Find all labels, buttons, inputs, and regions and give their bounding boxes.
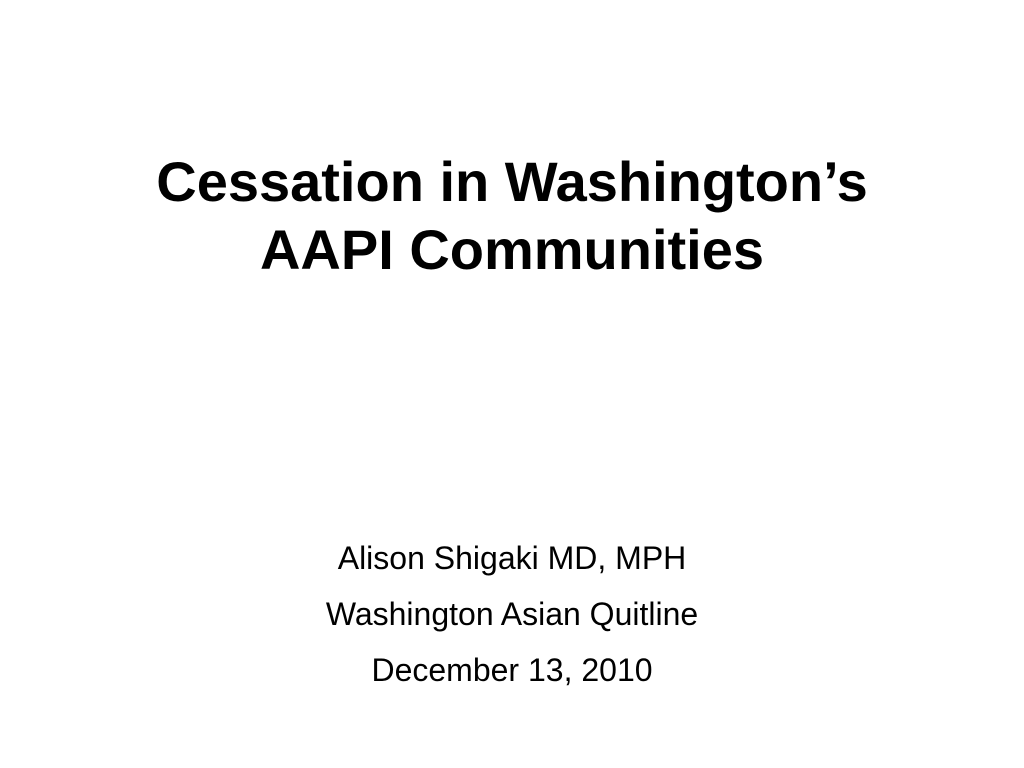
presenter-name: Alison Shigaki MD, MPH (337, 540, 687, 576)
title-line-2: AAPI Communities (259, 218, 765, 281)
title-line-1: Cessation in Washington’s (156, 150, 868, 213)
slide-title (40, 148, 984, 284)
presentation-date: December 13, 2010 (371, 652, 653, 688)
organization-name: Washington Asian Quitline (325, 596, 699, 632)
slide-subtitle (100, 530, 924, 698)
